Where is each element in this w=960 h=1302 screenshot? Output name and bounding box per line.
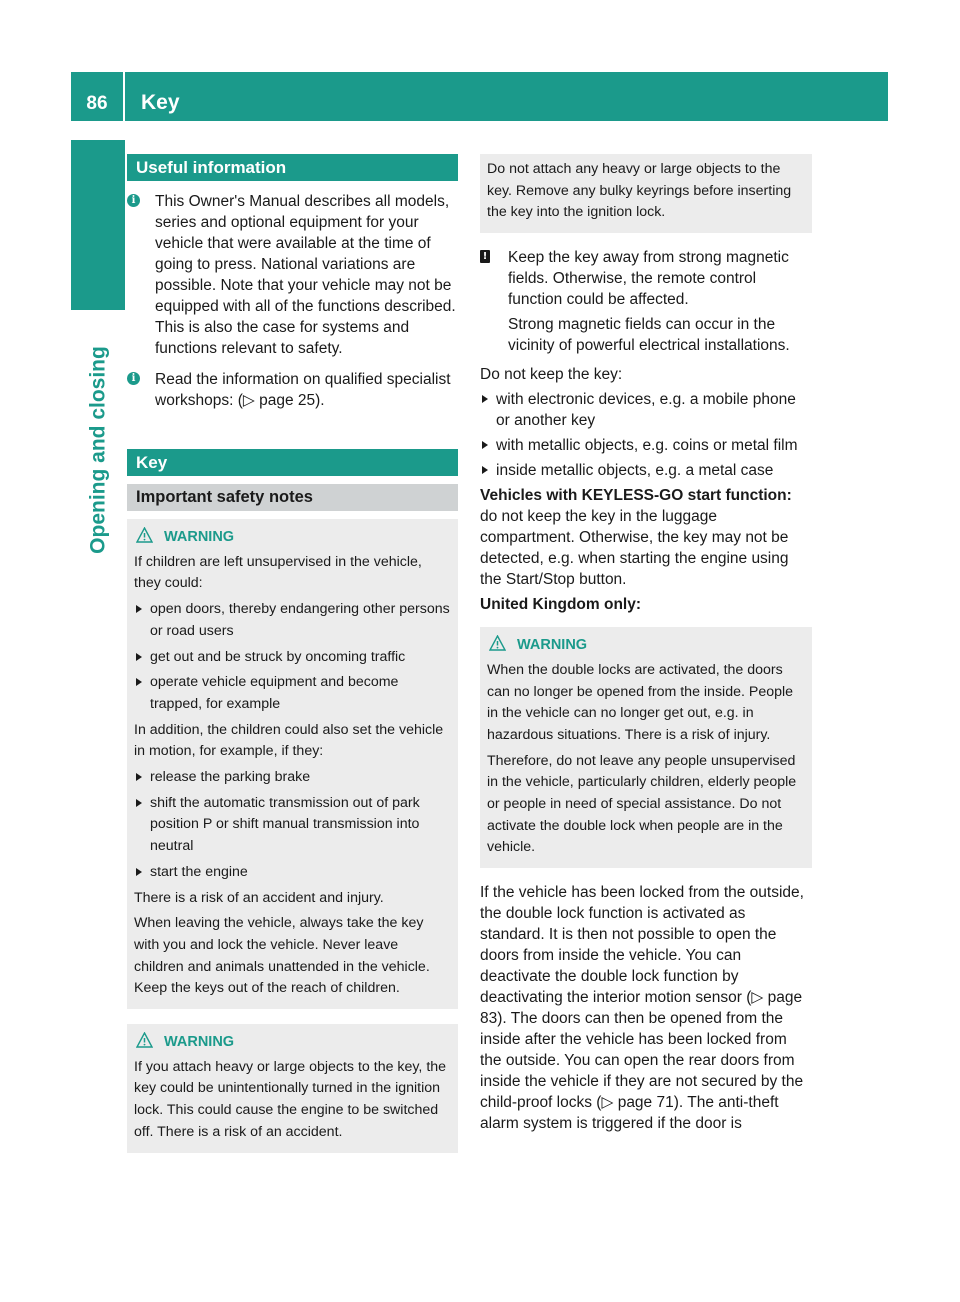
chapter-title: Key: [141, 91, 180, 114]
warning-risk: There is a risk of an accident and injury.: [134, 889, 384, 906]
warning-text: If you attach heavy or large objects to the key, the key could be unintentionally turned in the ignition lock. This could cause the engine to be switched off. There is a risk of an accident.: [134, 1058, 447, 1140]
magnetic-text: Keep the key away from strong magnetic fields. Otherwise, the remote control function could be affected.: [508, 249, 789, 309]
list-item: get out and be struck by oncoming traffic: [134, 647, 451, 669]
donot-list: [480, 389, 812, 481]
list-item: operate vehicle equipment and become trapped, for example: [134, 672, 451, 715]
warning-advice: When leaving the vehicle, always take the key with you and lock the vehicle. Never leave children and animals unattended in the vehicle. Keep the keys out of the reach of children.: [134, 915, 430, 997]
warning-box-key-objects: [127, 1024, 458, 1153]
warning-middle: In addition, the children could also set the vehicle in motion, for example, if they:: [134, 721, 444, 760]
side-tab-label: Opening and closing: [86, 346, 110, 554]
list-item: with electronic devices, e.g. a mobile phone or another key: [480, 389, 812, 431]
list-item: with metallic objects, e.g. coins or metal film: [480, 435, 812, 456]
warning-intro: If children are left unsupervised in the vehicle, they could:: [134, 553, 422, 592]
warning-heading: WARNING: [134, 527, 451, 549]
donot-intro: Do not keep the key:: [480, 366, 623, 384]
warning-text-2: Therefore, do not leave any people unsupervised in the vehicle, particularly children, elderly people or people in need of special assistance. Do not activate the double lock when people are in the vehicle.: [487, 752, 797, 856]
warning-list-2: [134, 767, 451, 884]
info-icon: i: [127, 194, 140, 207]
info-note-workshops: [127, 369, 458, 411]
side-tab: [71, 140, 125, 310]
info-note: [127, 191, 458, 359]
info-icon: i: [127, 372, 140, 385]
list-item: inside metallic objects, e.g. a metal case: [480, 460, 812, 481]
warning-heading: WARNING: [134, 1032, 451, 1054]
warning-list: [134, 599, 451, 716]
list-item: start the engine: [134, 862, 451, 884]
warning-text: When the double locks are activated, the doors can no longer be opened from the inside. People in the vehicle can no longer get out, e.g. in hazardous situations. There is a risk of injury.: [487, 661, 794, 743]
keyless-text: do not keep the key in the luggage compartment. Otherwise, the key may not be detected, e.g. when starting the engine using the Start/Stop button.: [480, 508, 789, 589]
warning-triangle-icon: [136, 1032, 153, 1048]
magnetic-note: [480, 247, 812, 356]
double-lock-text: If the vehicle has been locked from the outside, the double lock function is activated as standard. It is then not possible to open the doors from inside the vehicle. You can deactivate the double lock function by deactivating the interior motion sensor (▷ page 83). The doors can then be opened from the inside after the vehicle has been locked from the outside. You can open the rear doors from inside the vehicle if they are not secured by the child-proof locks (▷ page 71). The anti-theft alarm system is triggered if the door is: [480, 884, 804, 1133]
page-reference-link[interactable]: ▷ page 25: [242, 392, 316, 409]
warning-triangle-icon: [136, 527, 153, 543]
left-column: [127, 154, 458, 1153]
warning-triangle-icon: [489, 635, 506, 651]
page-reference-link[interactable]: ▷ page 83: [480, 989, 803, 1028]
safety-notes-heading: Important safety notes: [127, 484, 458, 511]
warning-box-continued: [480, 154, 812, 233]
info-text-workshops: Read the information on qualified specialist workshops: (▷ page 25).: [155, 371, 451, 409]
exclamation-icon: !: [480, 250, 490, 263]
warning-heading: WARNING: [487, 635, 805, 657]
key-heading: Key: [127, 449, 458, 476]
header-bar: [71, 72, 888, 121]
warning-box-double-lock: [480, 627, 812, 868]
keyless-heading: Vehicles with KEYLESS-GO start function:: [480, 487, 792, 505]
list-item: release the parking brake: [134, 767, 451, 789]
info-text: This Owner's Manual describes all models, series and optional equipment for your vehicle that were available at the time of going to press. National variations are possible. Note that your vehicle may not be equipped with all of the functions described. This is also the case for systems and functions relevant to safety.: [155, 193, 456, 357]
page-number: 86: [71, 72, 125, 121]
warning-continued-text: Do not attach any heavy or large objects to the key. Remove any bulky keyrings before inserting the key into the ignition lock.: [487, 161, 792, 221]
list-item: open doors, thereby endangering other persons or road users: [134, 599, 451, 642]
magnetic-text-2: Strong magnetic fields can occur in the vicinity of powerful electrical installations.: [508, 316, 790, 355]
right-column: [480, 154, 812, 1134]
uk-heading: United Kingdom only:: [480, 596, 642, 614]
page-reference-link[interactable]: ▷ page 71: [601, 1094, 674, 1112]
list-item: shift the automatic transmission out of park position P or shift manual transmission into neutral: [134, 793, 451, 858]
useful-information-heading: Useful information: [127, 154, 458, 181]
warning-box-children: [127, 519, 458, 1009]
